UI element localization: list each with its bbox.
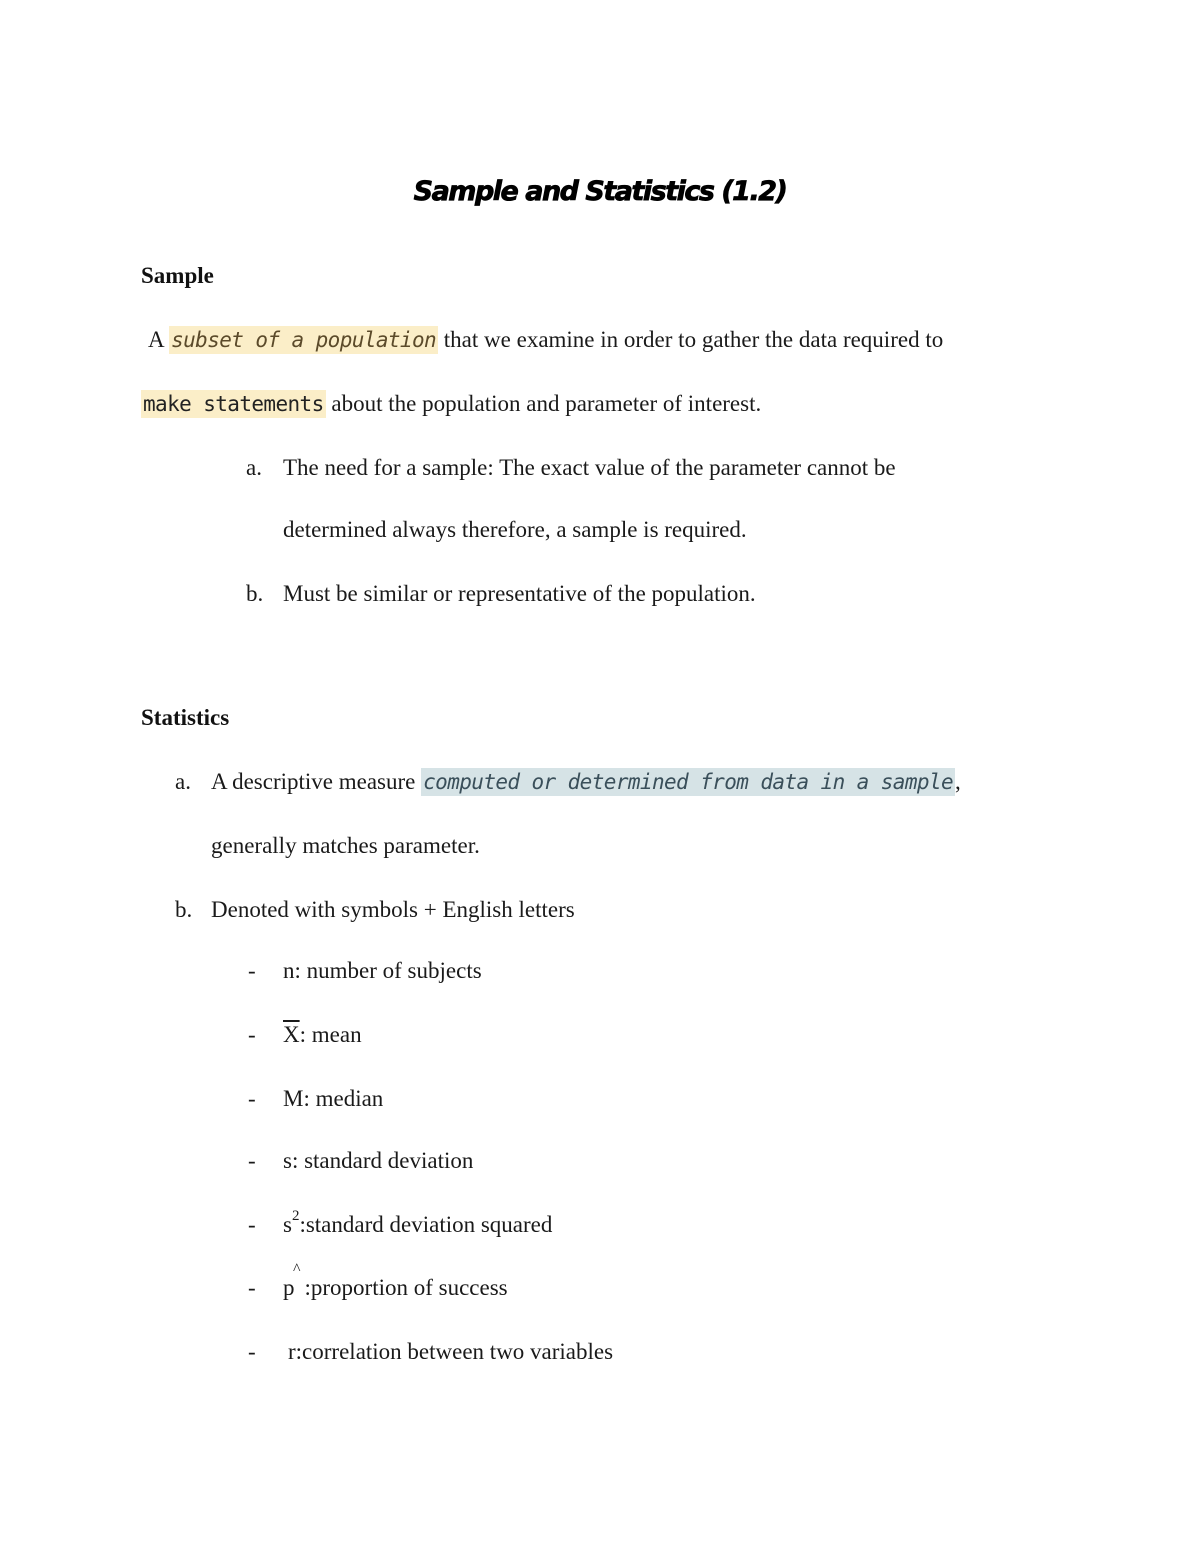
symbol-n: n [283, 958, 295, 983]
symbol-dash: - [248, 1339, 256, 1364]
symbol-s-squared: s [283, 1212, 292, 1237]
symbol-r: r [288, 1339, 296, 1364]
symbol-n-desc: : number of subjects [294, 958, 482, 983]
sample-heading: Sample [141, 263, 214, 288]
statistics-heading: Statistics [141, 705, 230, 730]
symbol-x-bar: $\overline{X}$ [283, 1022, 300, 1047]
sample-item-b-line-1: Must be similar or representative of the population. [283, 581, 756, 606]
symbol-exponent: 2 [291, 1208, 300, 1225]
sample-item-a-marker: a. [246, 455, 262, 480]
statistics-item-a-line-1 [211, 769, 961, 795]
highlight-subset-of-population: subset of a population [171, 328, 437, 352]
symbol-item-s-squared [283, 1208, 553, 1238]
symbol-m-desc: : median [303, 1086, 384, 1111]
sample-definition-prefix: A [148, 327, 170, 352]
symbol-dash: - [248, 1148, 256, 1173]
symbol-p-hat-desc: :proportion of success [304, 1275, 508, 1300]
symbol-s: s [283, 1148, 292, 1173]
sample-definition-rest: that we examine in order to gather the data required to [438, 327, 944, 352]
symbol-item-xbar [283, 1022, 362, 1048]
symbol-dash: - [248, 1212, 256, 1237]
symbol-dash: - [248, 1022, 256, 1047]
statistics-item-a-marker: a. [175, 769, 191, 794]
symbol-item-s [283, 1148, 473, 1174]
symbol-r-desc: :correlation between two variables [295, 1339, 614, 1364]
symbol-item-n [283, 958, 482, 984]
symbol-p: p [283, 1275, 295, 1300]
symbol-item-r [288, 1339, 613, 1365]
highlight-make-statements: make statements [143, 392, 324, 416]
symbol-s-squared-desc: :standard deviation squared [299, 1212, 553, 1237]
statistics-item-a-line-2: generally matches parameter. [211, 833, 480, 858]
hat-accent: ^ [293, 1261, 301, 1278]
symbol-m: M [283, 1086, 304, 1111]
symbol-dash: - [248, 1086, 256, 1111]
sample-definition-rest-2: about the population and parameter of interest. [325, 391, 762, 416]
page-title: Sample and Statistics (1.2) [413, 176, 787, 207]
sample-definition-line-1 [148, 327, 943, 353]
symbol-dash: - [248, 958, 256, 983]
symbol-p-hat [283, 1261, 301, 1301]
highlight-computed-from-sample: computed or determined from data in a sample [423, 770, 954, 794]
symbol-item-m [283, 1086, 383, 1112]
symbol-s-desc: : standard deviation [291, 1148, 474, 1173]
symbol-item-p-hat [283, 1261, 508, 1301]
sample-item-b-marker: b. [246, 581, 264, 606]
statistics-item-a-suffix: , [955, 769, 961, 794]
sample-item-a-line-2: determined always therefore, a sample is required. [283, 517, 747, 542]
statistics-item-b-marker: b. [175, 897, 193, 922]
statistics-item-a-prefix: A descriptive measure [211, 769, 422, 794]
sample-definition-line-2 [141, 391, 761, 417]
symbol-dash: - [248, 1275, 256, 1300]
symbol-x-bar-desc: : mean [299, 1022, 362, 1047]
sample-item-a-line-1: The need for a sample: The exact value of the parameter cannot be [283, 455, 896, 480]
statistics-item-b-text: Denoted with symbols + English letters [211, 897, 575, 922]
